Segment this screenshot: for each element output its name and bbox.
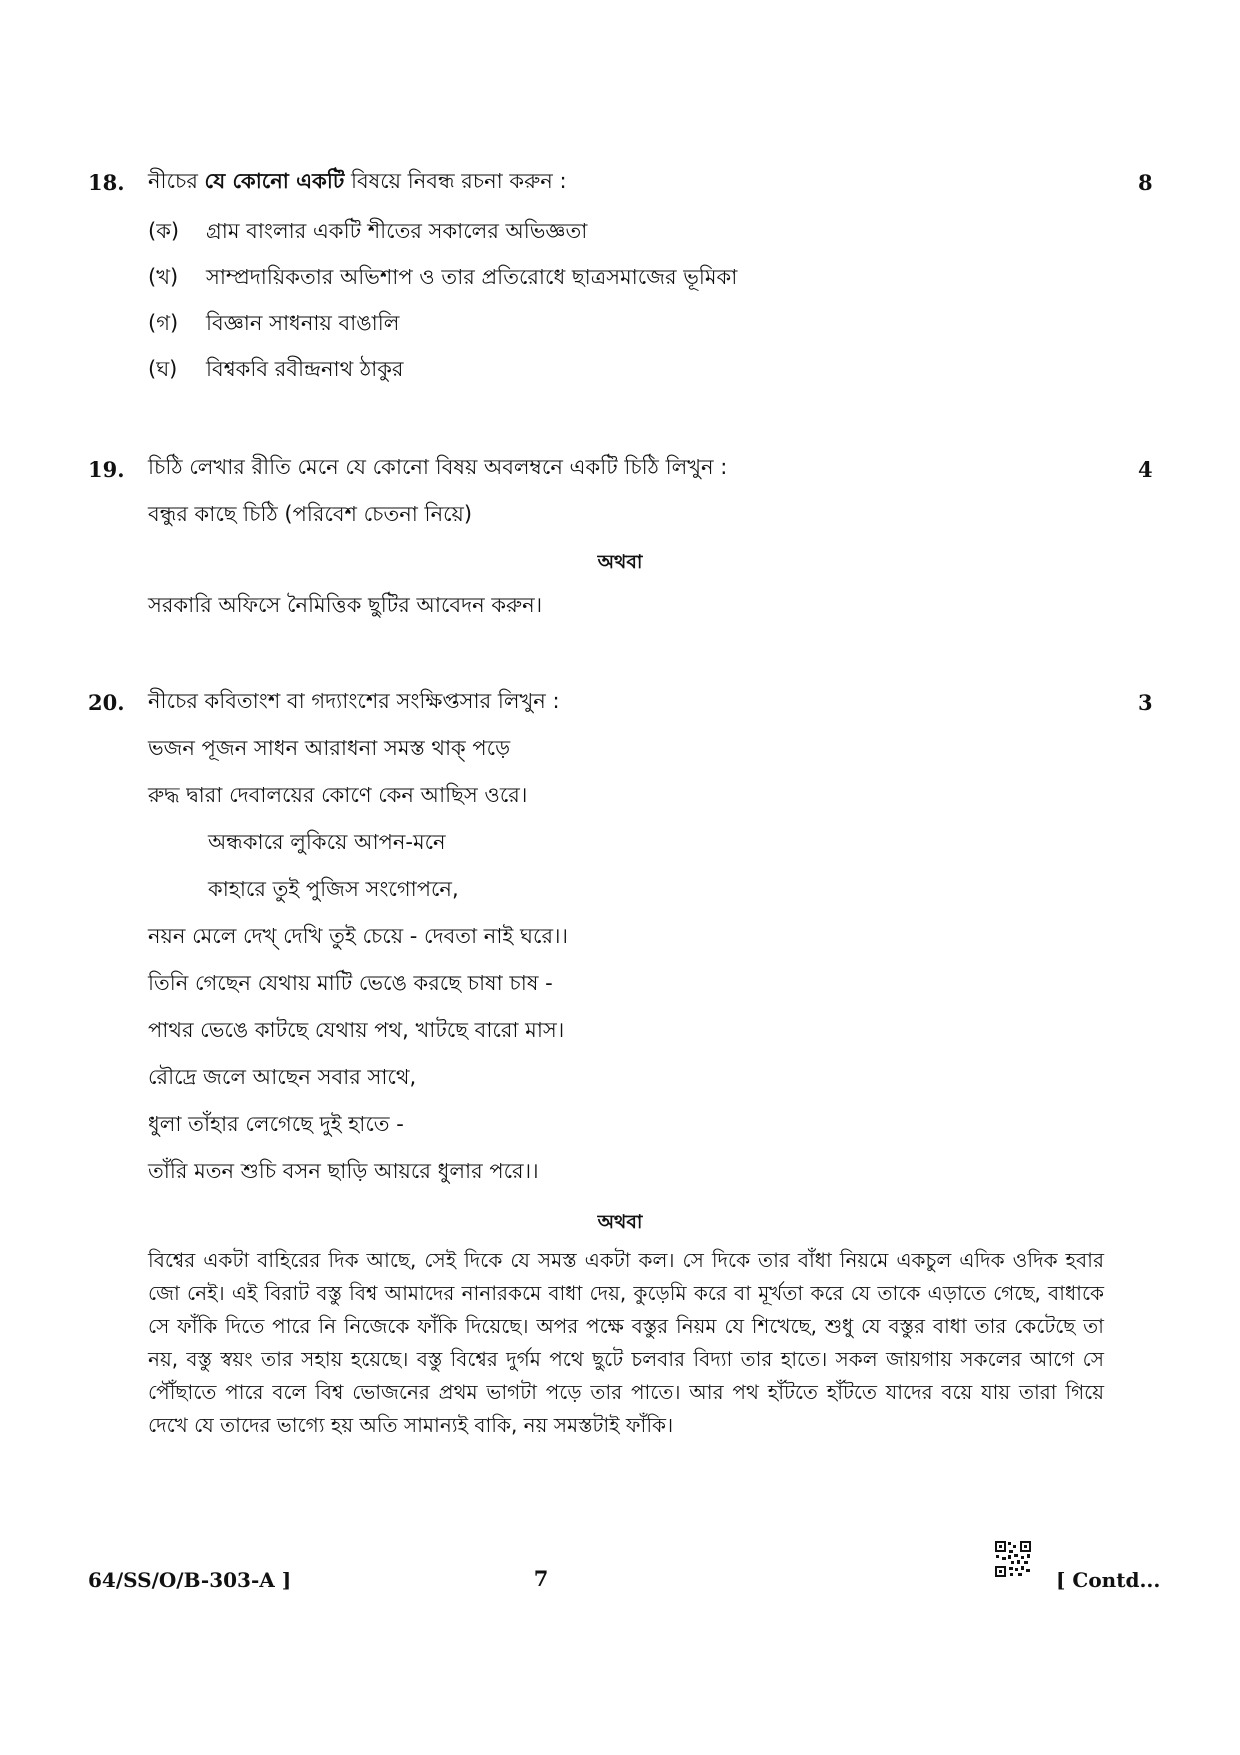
poem-line: কাহারে তুই পুজিস সংগোপনে, [208,877,459,901]
question-18-prompt [148,166,567,196]
option-label: (ক) [148,219,180,243]
poem-line: রুদ্ধ দ্বারা দেবালয়ের কোণে কেন আছিস ওরে। [148,783,528,807]
option-label: (ঘ) [148,357,178,381]
question-20-marks: 3 [1138,690,1153,715]
prompt-text: নীচের [148,169,205,193]
question-19-alt-topic: সরকারি অফিসে নৈমিত্তিক ছুটির আবেদন করুন। [148,593,543,617]
poem-line: ধুলা তাঁহার লেগেছে দুই হাতে - [148,1112,404,1136]
poem-line: তাঁরি মতন শুচি বসন ছাড়ি আয়রে ধুলার পরে।। [148,1159,539,1183]
question-number-20: 20. [88,690,125,715]
q18-option-gha [148,354,403,384]
poem-line: ভজন পূজন সাধন আরাধনা সমস্ত থাক্ পড়ে [148,736,511,760]
question-number-18: 18. [88,170,125,195]
option-text: গ্রাম বাংলার একটি শীতের সকালের অভিজ্ঞতা [206,219,588,243]
option-label: (গ) [148,311,179,335]
or-divider: অথবা [597,551,643,573]
poem-line: রৌদ্রে জলে আছেন সবার সাথে, [148,1065,417,1089]
continued-label: [ Contd... [1056,1568,1161,1592]
qr-code-icon [994,1540,1032,1578]
or-divider: অথবা [597,1211,643,1233]
q18-option-ka [148,216,587,246]
option-text: বিশ্বকবি রবীন্দ্রনাথ ঠাকুর [206,357,404,381]
question-number-19: 19. [88,457,125,482]
prompt-emphasis: যে কোনো একটি [204,169,345,193]
option-text: সাম্প্রদায়িকতার অভিশাপ ও তার প্রতিরোধে ছাত্রসমাজের ভূমিকা [206,265,738,289]
page-number: 7 [533,1566,549,1591]
poem-line: তিনি গেছেন যেথায় মাটি ভেঙে করছে চাষা চাষ - [148,971,553,995]
paper-code: 64/SS/O/B-303-A ] [88,1568,292,1592]
q18-option-kha [148,262,737,292]
q18-option-ga [148,308,399,338]
question-18-marks: 8 [1138,170,1153,195]
poem-line: পাথর ভেঙে কাটছে যেথায় পথ, খাটছে বারো মাস। [148,1018,565,1042]
poem-line: অন্ধকারে লুকিয়ে আপন-মনে [208,830,446,854]
question-20-prompt: নীচের কবিতাংশ বা গদ্যাংশের সংক্ষিপ্তসার লিখুন : [148,689,560,713]
option-label: (খ) [148,265,179,289]
option-text: বিজ্ঞান সাধনায় বাঙালি [206,311,400,335]
question-19-prompt: চিঠি লেখার রীতি মেনে যে কোনো বিষয় অবলম্বনে একটি চিঠি লিখুন : [148,455,728,479]
question-19-marks: 4 [1138,457,1153,482]
question-19-topic: বন্ধুর কাছে চিঠি (পরিবেশ চেতনা নিয়ে) [148,502,473,526]
poem-line: নয়ন মেলে দেখ্ দেখি তুই চেয়ে - দেবতা নাই ঘরে।। [148,924,569,948]
prose-passage: বিশ্বের একটা বাহিরের দিক আছে, সেই দিকে যে সমস্ত একটা কল। সে দিকে তার বাঁধা নিয়মে একচুল এদিক ওদিক হবার জো নেই। এই বিরাট বস্তু বিশ্ব আমাদের নানারকমে বাধা দেয়, কুড়েমি করে বা মূর্খতা করে যে তাকে এড়াতে গেছে, বাধাকে সে ফাঁকি দিতে পারে নি নিজেকে ফাঁকি দিয়েছে। অপর পক্ষে বস্তুর নিয়ম যে শিখেছে, শুধু যে বস্তুর বাধা তার কেটেছে তা নয়, বস্তু স্বয়ং তার সহায় হয়েছে। বস্তু বিশ্বের দুর্গম পথে ছুটে চলবার বিদ্যা তার হাতে। সকল জায়গায় সকলের আগে সে পৌঁছাতে পারে বলে বিশ্ব ভোজনের প্রথম ভাগটা পড়ে তার পাতে। আর পথ হাঁটতে হাঁটতে যাদের বয়ে যায় তারা গিয়ে দেখে যে তাদের ভাগ্যে হয় অতি সামান্যই বাকি, নয় সমস্তটাই ফাঁকি। [148,1248,1104,1437]
prompt-text: বিষয়ে নিবন্ধ রচনা করুন : [344,169,567,193]
